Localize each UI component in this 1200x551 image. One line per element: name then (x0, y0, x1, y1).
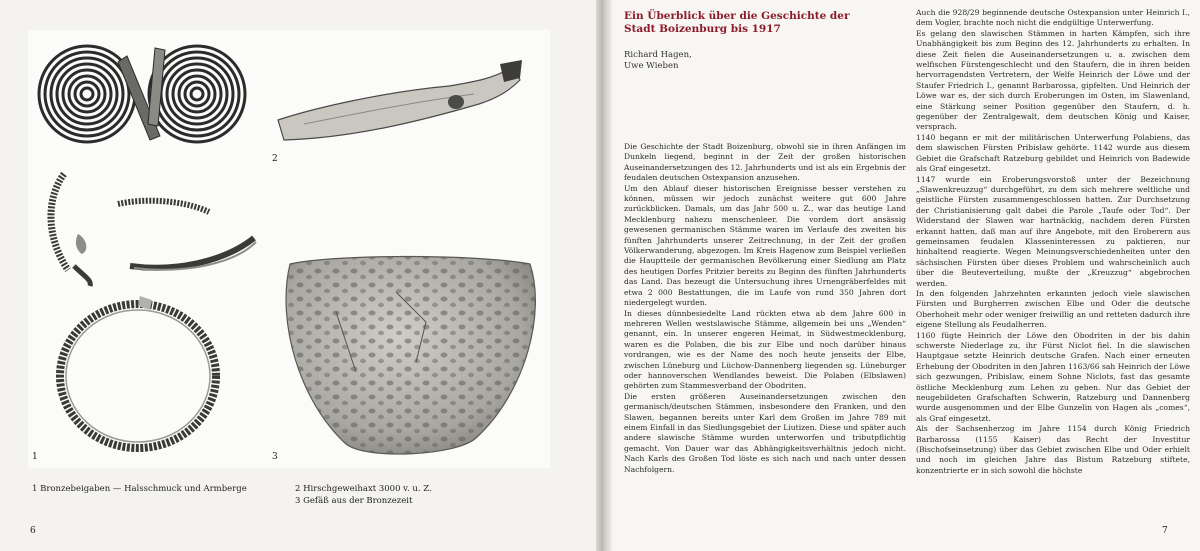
text-column-1 (624, 142, 906, 475)
text-column-2 (916, 8, 1190, 476)
paragraph: 1140 begann er mit der militärischen Unterwerfung Polabiens, das dem slawischen Fürsten Pribislaw gehörte. 1142 wurde aus diesem Gebiet die Grafschaft Ratzeburg gebildet und Heinrich von Badewide als Graf eingesetzt. (916, 132, 1190, 174)
armring-image (48, 288, 228, 460)
paragraph: Als der Sachsenherzog im Jahre 1154 durch König Friedrich Barbarossa (1155 Kaiser) das Recht der Investitur (Bischofseinsetzung) über das Gebiet zwischen Elbe und Oder erhielt und noch im gleichen Jahre das Bistum Ratzeburg stiftete, konzentrierte er in sich sowohl die höchste (916, 424, 1190, 475)
paragraph: Um den Ablauf dieser historischen Ereignisse besser verstehen zu können, müssen wir jedoch zunächst weitere gut 600 Jahre zurückblicken. Damals, um das Jahr 500 u. Z., war das heutige Land Mecklenburg nahezu menschenleer. Die vordem dort ansässig gewesenen germanischen Stämme waren im Verlaufe des zweiten bis fünften Jahrhunderts unserer Zeitrechnung, in der Zeit der großen Völkerwanderung, abgezogen. Im Kreis Hagenow zum Beispiel verließen die Hauptteile der germanischen Bevölkerung einer Siedlung am Platz des heutigen Dorfes Pritzier bereits zu Beginn des fünften Jahrhunderts das Land. Das bezeugt die Untersuchung ihres Urnengräberfeldes mit etwa 2 000 Bestattungen, die im Laufe von rund 350 Jahren dort niedergelegt wurden. (624, 183, 906, 308)
paragraph: In den folgenden Jahrzehnten erkannten jedoch viele slawischen Fürsten und Burgherren zwischen Elbe und Oder die deutsche Oberhoheit mehr oder weniger freiwillig an und retteten dadurch ihre eigene Stellung als Feudalherren. (916, 288, 1190, 330)
author-1: Richard Hagen, (624, 50, 692, 60)
paragraph: In dieses dünnbesiedelte Land rückten etwa ab dem Jahre 600 in mehreren Wellen westslawische Stämme, allgemein bei uns „Wenden“ genannt, ein. In unserer engeren Heimat, in Südwestmecklenburg, waren es die Polaben, die bis zur Elbe und noch darüber hinaus vordrangen, wie es der Name des noch heute jenseits der Elbe, zwischen Lüneburg und Lüchow-Dannenberg liegenden sg. Lüneburger oder hannoverschen Wendlandes beweist. Die Polaben (Elbslawen) gehörten zum Stammesverband der Obodriten. (624, 308, 906, 391)
spiral-brooch-image (32, 36, 258, 156)
paragraph: 1160 fügte Heinrich der Löwe den Obodriten in der bis dahin schwerste Niederlage zu, ihr Fürst Niclot fiel. In die slawischen Hauptgaue setzte Heinrich deutsche Grafen. Nach einer erneuten Erhebung der Obodriten in den Jahren 1163/66 sah Heinrich der Löwe sich gezwungen, Pribislaw, einem Sohne Niclots, fast das gesamte östliche Mecklenburg zum Lehen zu geben. Nur das Gebiet der neugebildeten Grafschaften Schwerin, Ratzeburg und Dannenberg wurde ausgenommen und der Elbe Gunzelin von Hagen als „comes“, als Graf eingesetzt. (916, 330, 1190, 423)
bronze-age-vessel-image (276, 252, 546, 466)
caption-1: 1 Bronzebeigaben — Halsschmuck und Armberge (32, 484, 247, 494)
article-authors (624, 50, 692, 72)
paragraph: 1147 wurde ein Eroberungsvorstoß unter der Bezeichnung „Slawenkreuzzug“ durchgeführt, zu dem sich mehrere weltliche und geistliche Fürsten zusammengeschlossen hatten. Zur Durchsetzung der Christianisierung galt dabei die Parole „Taufe oder Tod“. Der Widerstand der Slawen war hartnäckig, nachdem deren Fürsten erkannt hatten, daß man auf ihre Angebote, mit den Eroberern aus gemeinsamen feudalen Klasseninteressen zu paktieren, nur hinhaltend reagierte. Wegen Meinungsverschiedenheiten unter den sächsischen Fürsten über dieses Problem und wahrscheinlich auch über die Beuteverteilung, mußte der „Kreuzzug“ abgebrochen werden. (916, 174, 1190, 288)
paragraph: Die Geschichte der Stadt Boizenburg, obwohl sie in ihren Anfängen im Dunkeln liegend, beginnt in der Zeit der großen historischen Auseinandersetzungen des 12. Jahrhunderts und ist als ein Ergebnis der feudalen deutschen Ostexpansion anzusehen. (624, 142, 906, 183)
right-page (612, 0, 1200, 551)
article-title: Ein Überblick über die Geschichte der Stadt Boizenburg bis 1917 (624, 10, 850, 35)
caption-2: 2 Hirschgeweihaxt 3000 v. u. Z. (295, 484, 432, 494)
paragraph: Auch die 928/29 beginnende deutsche Ostexpansion unter Heinrich I., dem Vogler, brachte noch nicht die endgültige Unterwerfung. (916, 8, 1190, 28)
caption-3: 3 Gefäß aus der Bronzezeit (295, 496, 413, 506)
page-number-right: 7 (1162, 526, 1168, 536)
figure-number-3: 3 (272, 452, 278, 462)
figure-plate (28, 30, 550, 468)
page-number-left: 6 (30, 526, 36, 536)
paragraph: Es gelang den slawischen Stämmen in harten Kämpfen, sich ihre Unabhängigkeit bis zum Beginn des 12. Jahrhunderts zu erhalten. In diese Zeit fielen die Auseinandersetzungen u. a. zwischen dem welfischen Fürstengeschlecht und den Staufern, die in ihren beiden hervorragendsten Vertretern, der Welfe Heinrich der Löwe und der Staufer Friedrich I., genannt Barbarossa, gipfelten. Und Heinrich der Löwe war es, der sich durch Eroberungen im Osten, im Slawenland, eine Stärkung seiner Position gegenüber den Staufern, d. h. gegenüber der Zentralgewalt, dem deutschen König und Kaiser, versprach. (916, 28, 1190, 132)
author-2: Uwe Wieben (624, 61, 679, 71)
figure-number-2: 2 (272, 154, 278, 164)
antler-axe-image (274, 58, 524, 158)
left-page (0, 0, 596, 551)
figure-number-1: 1 (32, 452, 38, 462)
neck-ring-fragments-image (34, 168, 274, 288)
paragraph: Die ersten größeren Auseinandersetzungen zwischen den germanisch/deutschen Stämmen, insbesondere den Franken, und den Slawen, begannen bereits unter Karl dem Großen im Jahre 789 mit einem Einfall in das Siedlungsgebiet der Liutizen. Diese und später auch andere slawische Stämme wurden unterworfen und tributpflichtig gemacht. Von Dauer war das Abhängigkeitsverhältnis jedoch nicht. Nach Karls des Großen Tod löste es sich nach und nach unter dessen Nachfolgern. (624, 391, 906, 474)
book-gutter (596, 0, 612, 551)
